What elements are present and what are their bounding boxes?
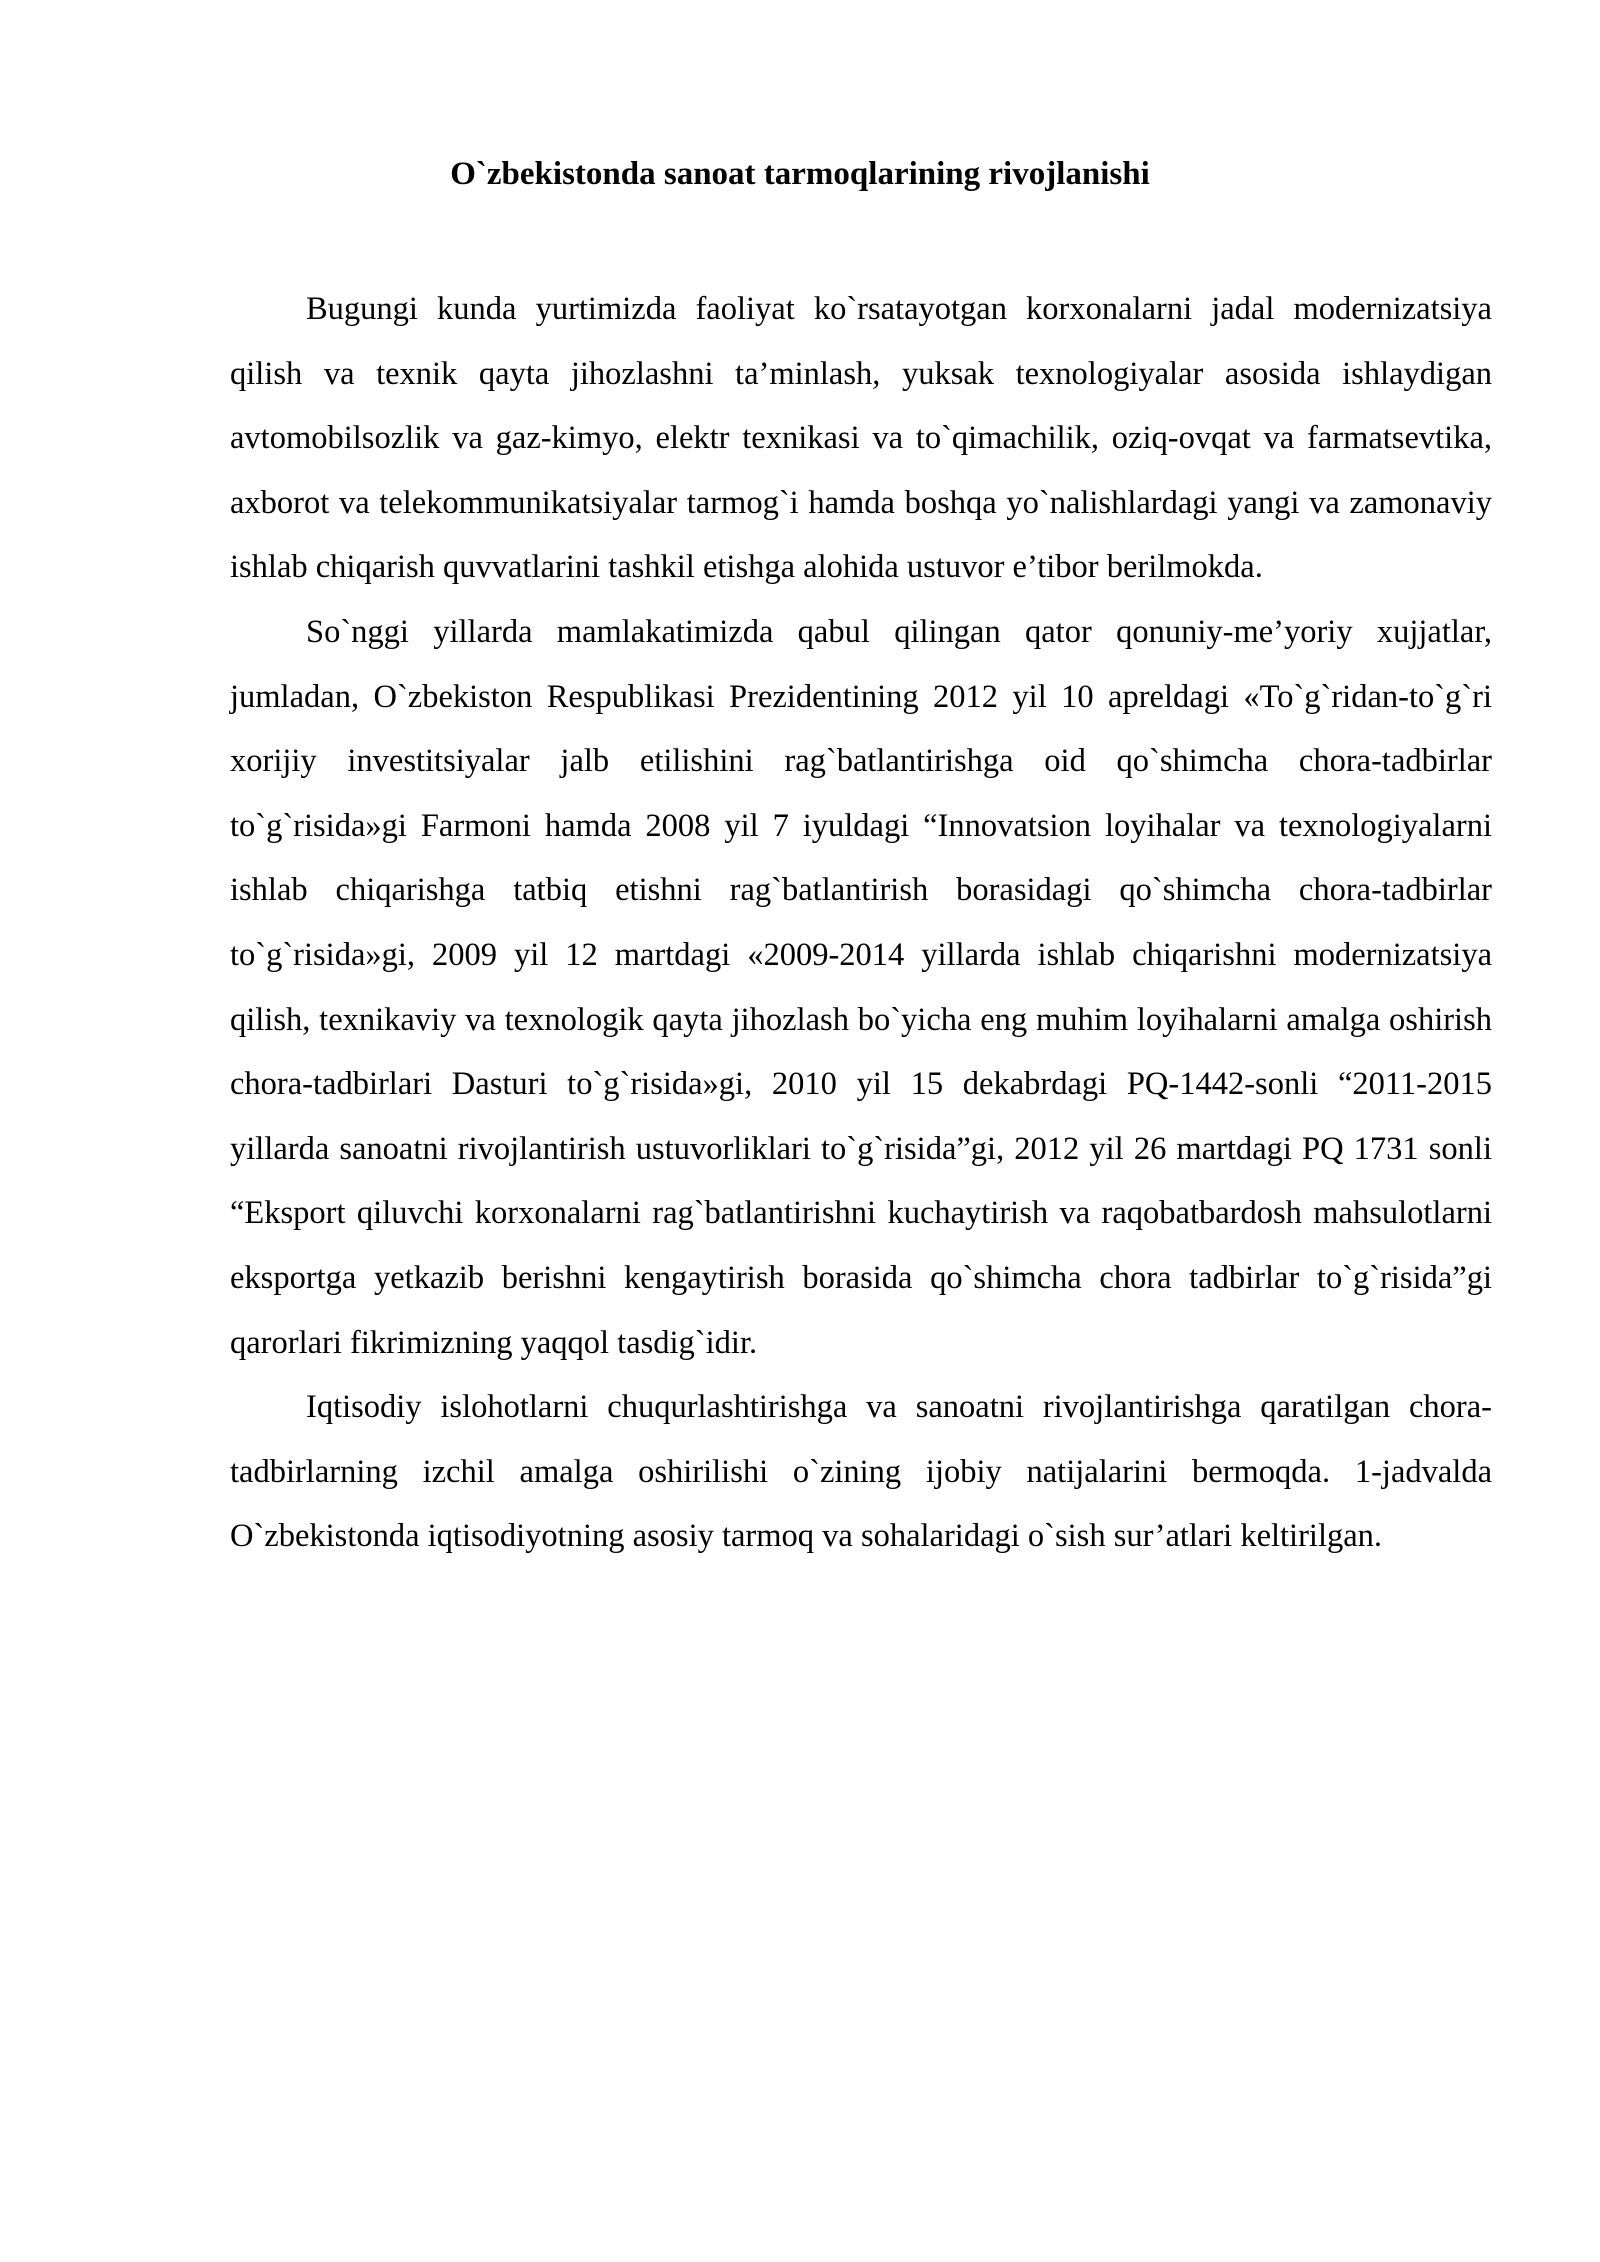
paragraph-1: Bugungi kunda yurtimizda faoliyat ko`rsatayotgan korxonalarni jadal modernizatsiya qilish va texnik qayta jihozlashni ta’minlash, yuksak texnologiyalar asosida ishlaydigan avtomobilsozlik va gaz-kimyo, elektr texnikasi va to`qimachilik, oziq-ovqat va farmatsevtika, axborot va telekommunikatsiyalar tarmog`i hamda boshqa yo`nalishlardagi yangi va zamonaviy ishlab chiqarish quvvatlarini tashkil etishga alohida ustuvor e’tibor berilmokda. <box>230 291 1492 586</box>
document-body <box>230 277 1492 1569</box>
document-title: O`zbekistonda sanoat tarmoqlarining rivojlanishi <box>450 156 1150 192</box>
paragraph-3: Iqtisodiy islohotlarni chuqurlashtirishga va sanoatni rivojlantirishga qaratilgan chora-tadbirlarning izchil amalga oshirilishi o`zining ijobiy natijalarini bermoqda. 1-jadvalda O`zbekistonda iqtisodiyotning asosiy tarmoq va sohalaridagi o`sish sur’atlari keltirilgan. <box>230 1389 1492 1555</box>
paragraph-2: So`nggi yillarda mamlakatimizda qabul qilingan qator qonuniy-me’yoriy xujjatlar, jumladan, O`zbekiston Respublikasi Prezidentining 2012 yil 10 apreldagi «To`g`ridan-to`g`ri xorijiy investitsiyalar jalb etilishini rag`batlantirishga oid qo`shimcha chora-tadbirlar to`g`risida»gi Farmoni hamda 2008 yil 7 iyuldagi “Innovatsion loyihalar va texnologiyalarni ishlab chiqarishga tatbiq etishni rag`batlantirish borasidagi qo`shimcha chora-tadbirlar to`g`risida»gi, 2009 yil 12 martdagi «2009-2014 yillarda ishlab chiqarishni modernizatsiya qilish, texnikaviy va texnologik qayta jihozlash bo`yicha eng muhim loyihalarni amalga oshirish chora-tadbirlari Dasturi to`g`risida»gi, 2010 yil 15 dekabrdagi PQ-1442-sonli “2011-2015 yillarda sanoatni rivojlantirish ustuvorliklari to`g`risida”gi, 2012 yil 26 martdagi PQ 1731 sonli “Eksport qiluvchi korxonalarni rag`batlantirishni kuchaytirish va raqobatbardosh mahsulotlarni eksportga yetkazib berishni kengaytirish borasida qo`shimcha chora tadbirlar to`g`risida”gi qarorlari fikrimizning yaqqol tasdig`idir. <box>230 613 1492 1361</box>
